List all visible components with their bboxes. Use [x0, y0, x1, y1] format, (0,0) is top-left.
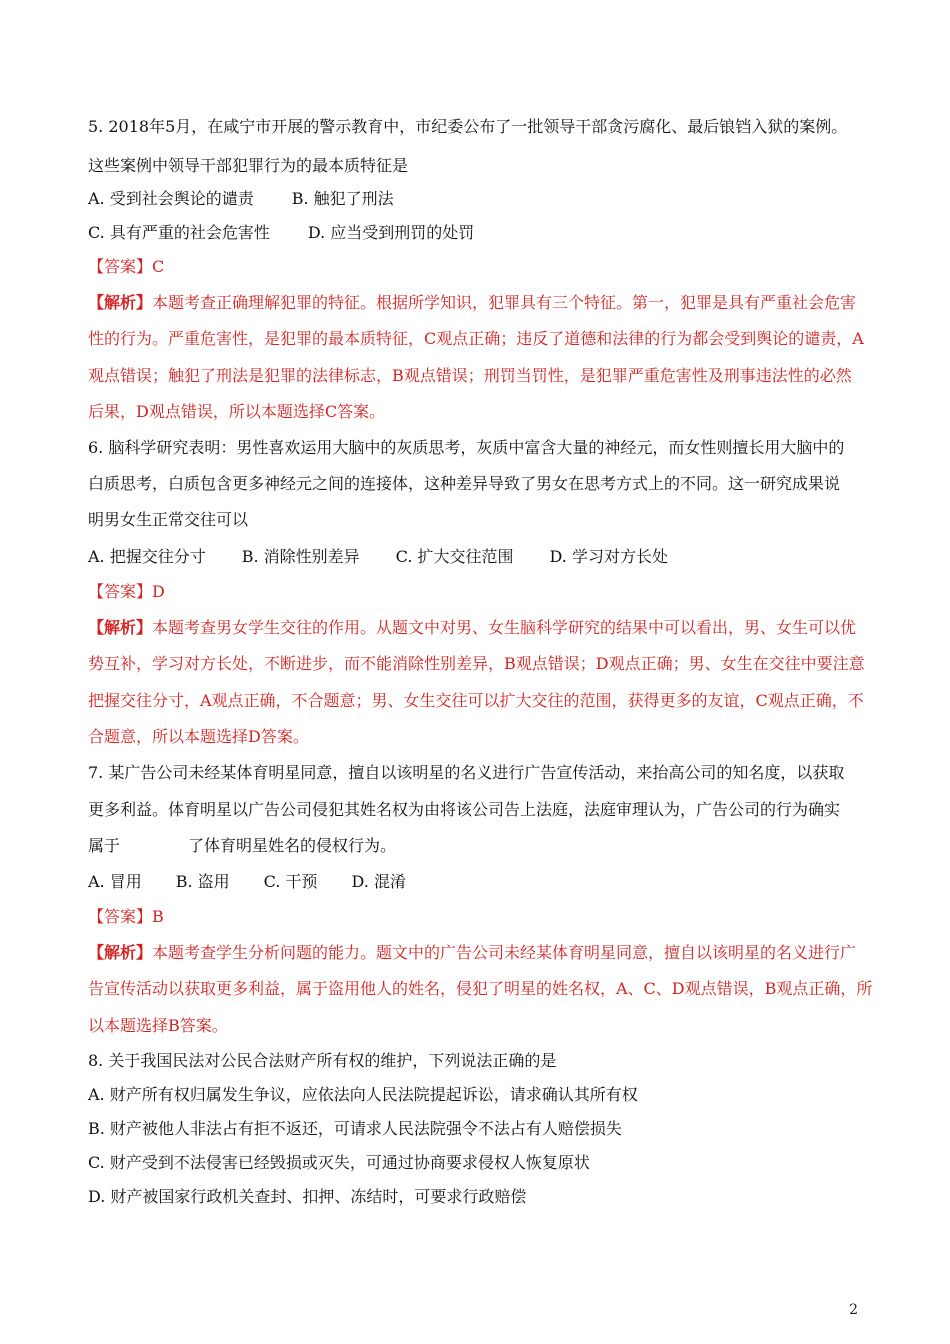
q5-analysis-line-2: 性的行为。严重危害性，是犯罪的最本质特征，C观点正确；违反了道德和法律的行为都会受到舆论的谴责，A: [88, 329, 864, 348]
q6-stem-line-1: 6. 脑科学研究表明：男性喜欢运用大脑中的灰质思考，灰质中富含大量的神经元，而女性则擅长用大脑中的: [88, 438, 845, 457]
q7-analysis-line-2: 告宣传活动以获取更多利益，属于盗用他人的姓名，侵犯了明星的姓名权，A、C、D观点错误，B观点正确，所: [88, 979, 873, 998]
q7-option-d: D. 混淆: [351, 872, 406, 891]
q7-option-c: C. 干预: [263, 872, 318, 891]
q5-option-a: A. 受到社会舆论的谴责: [88, 189, 254, 208]
q7-analysis-line-3: 以本题选择B答案。: [88, 1016, 228, 1035]
q7-stem-line-3: [88, 835, 396, 857]
q5-analysis-line-1: [88, 292, 856, 314]
q7-stem-after-blank: 了体育明星姓名的侵权行为。: [188, 836, 397, 855]
q5-stem-line-1: 5. 2018年5月，在咸宁市开展的警示教育中，市纪委公布了一批领导干部贪污腐化、最后锒铛入狱的案例。: [88, 117, 848, 136]
q7-option-b: B. 盗用: [175, 872, 230, 891]
q6-answer: 【答案】D: [88, 582, 165, 601]
q6-analysis-label: 【解析】: [88, 618, 153, 637]
q6-options-row: [88, 546, 668, 568]
q7-stem-line-2: 更多利益。体育明星以广告公司侵犯其姓名权为由将该公司告上法庭，法庭审理认为，广告公司的行为确实: [88, 800, 841, 819]
q7-answer: 【答案】B: [88, 907, 164, 926]
q5-stem-line-2: 这些案例中领导干部犯罪行为的最本质特征是: [88, 156, 409, 175]
q5-analysis-line-3: 观点错误；触犯了刑法是犯罪的法律标志，B观点错误；刑罚当罚性，是犯罪严重危害性及刑事违法性的必然: [88, 366, 852, 385]
q8-option-c: C. 财产受到不法侵害已经毁损或灭失，可通过协商要求侵权人恢复原状: [88, 1153, 590, 1172]
q6-analysis-line-4: 合题意，所以本题选择D答案。: [88, 727, 309, 746]
q6-analysis-line-1: [88, 617, 856, 639]
q7-analysis-label: 【解析】: [88, 943, 153, 962]
q7-analysis-line-1: [88, 942, 856, 964]
q6-analysis-text-1: 本题考查男女学生交往的作用。从题文中对男、女生脑科学研究的结果中可以看出，男、女生可以优: [152, 618, 857, 637]
q6-option-a: A. 把握交往分寸: [88, 547, 206, 566]
q5-option-b: B. 触犯了刑法: [291, 189, 394, 208]
q7-stem-before-blank: 属于: [88, 836, 121, 855]
q7-option-a: A. 冒用: [88, 872, 142, 891]
q8-stem-line-1: 8. 关于我国民法对公民合法财产所有权的维护，下列说法正确的是: [88, 1051, 557, 1070]
q6-analysis-line-3: 把握交往分寸，A观点正确，不合题意；男、女生交往可以扩大交往的范围，获得更多的友谊，C观点正确，不: [88, 691, 864, 710]
q8-option-a: A. 财产所有权归属发生争议，应依法向人民法院提起诉讼，请求确认其所有权: [88, 1085, 638, 1104]
q5-options-row-2: [88, 222, 474, 244]
q5-analysis-label: 【解析】: [88, 293, 153, 312]
q8-option-d: D. 财产被国家行政机关查封、扣押、冻结时，可要求行政赔偿: [88, 1187, 527, 1206]
q6-option-b: B. 消除性别差异: [241, 547, 360, 566]
q5-analysis-line-4: 后果，D观点错误，所以本题选择C答案。: [88, 402, 386, 421]
q5-answer: 【答案】C: [88, 257, 165, 276]
q6-analysis-line-2: 势互补，学习对方长处，不断进步，而不能消除性别差异，B观点错误；D观点正确；男、女生在交往中要注意: [88, 654, 865, 673]
q8-option-b: B. 财产被他人非法占有拒不返还，可请求人民法院强令不法占有人赔偿损失: [88, 1119, 622, 1138]
q5-option-d: D. 应当受到刑罚的处罚: [307, 223, 475, 242]
q6-stem-line-2: 白质思考，白质包含更多神经元之间的连接体，这种差异导致了男女在思考方式上的不同。这一研究成果说: [88, 474, 841, 493]
q6-option-d: D. 学习对方长处: [549, 547, 668, 566]
q7-stem-line-1: 7. 某广告公司未经某体育明星同意，擅自以该明星的名义进行广告宣传活动，来抬高公司的知名度，以获取: [88, 763, 845, 782]
q7-analysis-text-1: 本题考查学生分析问题的能力。题文中的广告公司未经某体育明星同意，擅自以该明星的名义进行广: [152, 943, 857, 962]
q5-options-row-1: [88, 188, 394, 210]
q5-option-c: C. 具有严重的社会危害性: [88, 223, 270, 242]
q6-stem-line-3: 明男女生正常交往可以: [88, 510, 249, 529]
q6-option-c: C. 扩大交往范围: [395, 547, 514, 566]
page-number: 2: [849, 1302, 858, 1318]
q5-analysis-text-1: 本题考查正确理解犯罪的特征。根据所学知识，犯罪具有三个特征。第一，犯罪是具有严重社会危害: [152, 293, 857, 312]
q7-options-row: [88, 871, 406, 893]
